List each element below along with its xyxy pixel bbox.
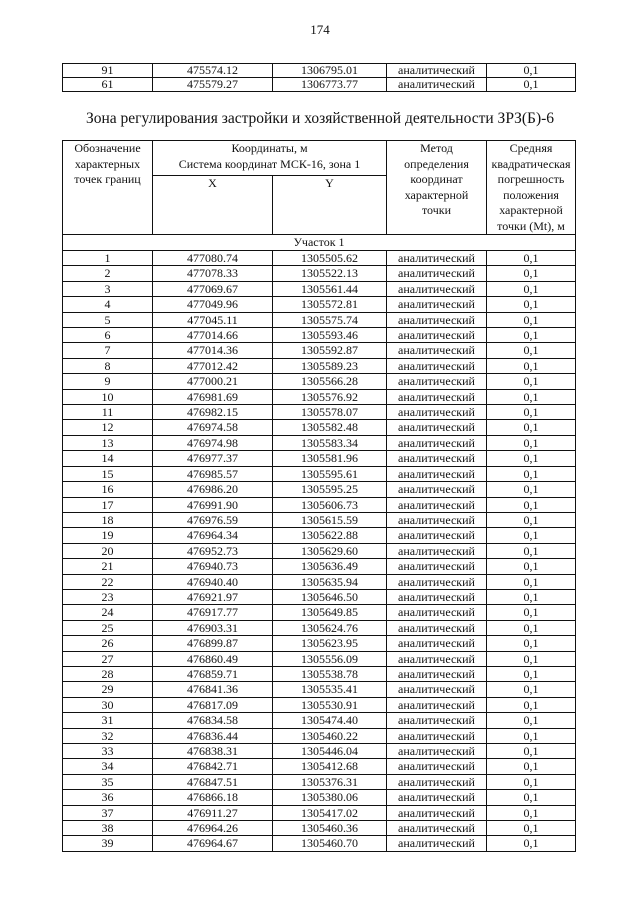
header-x: X bbox=[153, 176, 273, 235]
method-cell: аналитический bbox=[387, 682, 487, 697]
error-cell: 0,1 bbox=[487, 543, 576, 558]
y-coordinate-cell: 1305622.88 bbox=[273, 528, 387, 543]
y-coordinate-cell: 1305561.44 bbox=[273, 281, 387, 296]
error-cell: 0,1 bbox=[487, 78, 576, 92]
error-cell: 0,1 bbox=[487, 836, 576, 851]
error-cell: 0,1 bbox=[487, 790, 576, 805]
x-coordinate-cell: 477000.21 bbox=[153, 374, 273, 389]
point-number-cell: 31 bbox=[63, 713, 153, 728]
table-row bbox=[63, 497, 576, 512]
table-row bbox=[63, 451, 576, 466]
table-row bbox=[63, 713, 576, 728]
method-cell: аналитический bbox=[387, 435, 487, 450]
method-cell: аналитический bbox=[387, 666, 487, 681]
error-cell: 0,1 bbox=[487, 728, 576, 743]
x-coordinate-cell: 476940.40 bbox=[153, 574, 273, 589]
table-row bbox=[63, 64, 576, 78]
error-cell: 0,1 bbox=[487, 358, 576, 373]
y-coordinate-cell: 1305460.22 bbox=[273, 728, 387, 743]
header-line: Координаты, м bbox=[231, 141, 308, 155]
point-number-cell: 61 bbox=[63, 78, 153, 92]
header-line: определения bbox=[404, 156, 469, 171]
point-number-cell: 2 bbox=[63, 266, 153, 281]
table-row bbox=[63, 651, 576, 666]
x-coordinate-cell: 476974.58 bbox=[153, 420, 273, 435]
header-point-designation bbox=[63, 141, 153, 235]
header-line: погрешность bbox=[497, 172, 565, 186]
y-coordinate-cell: 1305530.91 bbox=[273, 697, 387, 712]
y-coordinate-cell: 1305380.06 bbox=[273, 790, 387, 805]
header-line: квадратическая bbox=[491, 156, 571, 171]
y-coordinate-cell: 1305575.74 bbox=[273, 312, 387, 327]
x-coordinate-cell: 476982.15 bbox=[153, 405, 273, 420]
point-number-cell: 12 bbox=[63, 420, 153, 435]
error-cell: 0,1 bbox=[487, 512, 576, 527]
method-cell: аналитический bbox=[387, 543, 487, 558]
error-cell: 0,1 bbox=[487, 774, 576, 789]
x-coordinate-cell: 476981.69 bbox=[153, 389, 273, 404]
method-cell: аналитический bbox=[387, 805, 487, 820]
page-number: 174 bbox=[310, 22, 330, 37]
x-coordinate-cell: 476974.98 bbox=[153, 435, 273, 450]
error-cell: 0,1 bbox=[487, 744, 576, 759]
method-cell: аналитический bbox=[387, 651, 487, 666]
x-coordinate-cell: 477078.33 bbox=[153, 266, 273, 281]
x-coordinate-cell: 476964.67 bbox=[153, 836, 273, 851]
y-coordinate-cell: 1305412.68 bbox=[273, 759, 387, 774]
x-coordinate-cell: 476986.20 bbox=[153, 482, 273, 497]
header-line: точек границ bbox=[74, 172, 141, 186]
header-line: характерной bbox=[404, 187, 469, 202]
method-cell: аналитический bbox=[387, 420, 487, 435]
error-cell: 0,1 bbox=[487, 636, 576, 651]
zone-title: Зона регулирования застройки и хозяйственной деятельности ЗРЗ(Б)-6 bbox=[85, 110, 555, 127]
y-coordinate-cell: 1305629.60 bbox=[273, 543, 387, 558]
header-line: положения bbox=[503, 187, 559, 202]
method-cell: аналитический bbox=[387, 312, 487, 327]
y-coordinate-cell: 1305589.23 bbox=[273, 358, 387, 373]
x-coordinate-cell: 476866.18 bbox=[153, 790, 273, 805]
error-cell: 0,1 bbox=[487, 312, 576, 327]
y-coordinate-cell: 1305460.70 bbox=[273, 836, 387, 851]
point-number-cell: 29 bbox=[63, 682, 153, 697]
zone-coordinates-table bbox=[62, 140, 576, 852]
point-number-cell: 11 bbox=[63, 405, 153, 420]
table-row bbox=[63, 636, 576, 651]
point-number-cell: 21 bbox=[63, 559, 153, 574]
point-number-cell: 35 bbox=[63, 774, 153, 789]
y-coordinate-cell: 1305576.92 bbox=[273, 389, 387, 404]
method-cell: аналитический bbox=[387, 405, 487, 420]
point-number-cell: 9 bbox=[63, 374, 153, 389]
method-cell: аналитический bbox=[387, 78, 487, 92]
method-cell: аналитический bbox=[387, 466, 487, 481]
y-coordinate-cell: 1305566.28 bbox=[273, 374, 387, 389]
table-row bbox=[63, 512, 576, 527]
table-row bbox=[63, 78, 576, 92]
point-number-cell: 34 bbox=[63, 759, 153, 774]
y-coordinate-cell: 1305592.87 bbox=[273, 343, 387, 358]
method-cell: аналитический bbox=[387, 64, 487, 78]
error-cell: 0,1 bbox=[487, 559, 576, 574]
y-coordinate-cell: 1305376.31 bbox=[273, 774, 387, 789]
method-cell: аналитический bbox=[387, 343, 487, 358]
method-cell: аналитический bbox=[387, 389, 487, 404]
method-cell: аналитический bbox=[387, 713, 487, 728]
x-coordinate-cell: 476842.71 bbox=[153, 759, 273, 774]
x-coordinate-cell: 476838.31 bbox=[153, 744, 273, 759]
table-row bbox=[63, 666, 576, 681]
method-cell: аналитический bbox=[387, 251, 487, 266]
error-cell: 0,1 bbox=[487, 759, 576, 774]
table-row bbox=[63, 251, 576, 266]
error-cell: 0,1 bbox=[487, 821, 576, 836]
method-cell: аналитический bbox=[387, 482, 487, 497]
y-coordinate-cell: 1305446.04 bbox=[273, 744, 387, 759]
table-row bbox=[63, 744, 576, 759]
x-coordinate-cell: 476817.09 bbox=[153, 697, 273, 712]
method-cell: аналитический bbox=[387, 374, 487, 389]
method-cell: аналитический bbox=[387, 744, 487, 759]
x-coordinate-cell: 476940.73 bbox=[153, 559, 273, 574]
table-row bbox=[63, 528, 576, 543]
table-row bbox=[63, 482, 576, 497]
table-row bbox=[63, 466, 576, 481]
y-coordinate-cell: 1305635.94 bbox=[273, 574, 387, 589]
x-coordinate-cell: 477014.66 bbox=[153, 328, 273, 343]
x-coordinate-cell: 477014.36 bbox=[153, 343, 273, 358]
section-label: Участок 1 bbox=[63, 235, 576, 251]
header-line: характерных bbox=[74, 156, 141, 171]
method-cell: аналитический bbox=[387, 512, 487, 527]
error-cell: 0,1 bbox=[487, 374, 576, 389]
point-number-cell: 38 bbox=[63, 821, 153, 836]
x-coordinate-cell: 476841.36 bbox=[153, 682, 273, 697]
error-cell: 0,1 bbox=[487, 435, 576, 450]
table-row bbox=[63, 374, 576, 389]
point-number-cell: 27 bbox=[63, 651, 153, 666]
x-coordinate-cell: 476860.49 bbox=[153, 651, 273, 666]
point-number-cell: 18 bbox=[63, 512, 153, 527]
x-coordinate-cell: 476899.87 bbox=[153, 636, 273, 651]
error-cell: 0,1 bbox=[487, 64, 576, 78]
continued-coordinates-table bbox=[62, 63, 576, 92]
point-number-cell: 7 bbox=[63, 343, 153, 358]
error-cell: 0,1 bbox=[487, 420, 576, 435]
method-cell: аналитический bbox=[387, 728, 487, 743]
table-row bbox=[63, 620, 576, 635]
table-row bbox=[63, 358, 576, 373]
error-cell: 0,1 bbox=[487, 805, 576, 820]
y-coordinate-cell: 1305623.95 bbox=[273, 636, 387, 651]
point-number-cell: 33 bbox=[63, 744, 153, 759]
error-cell: 0,1 bbox=[487, 482, 576, 497]
table-row bbox=[63, 559, 576, 574]
error-cell: 0,1 bbox=[487, 297, 576, 312]
table-row bbox=[63, 343, 576, 358]
x-coordinate-cell: 477080.74 bbox=[153, 251, 273, 266]
table-row bbox=[63, 821, 576, 836]
y-coordinate-cell: 1305582.48 bbox=[273, 420, 387, 435]
x-coordinate-cell: 477045.11 bbox=[153, 312, 273, 327]
table-row bbox=[63, 574, 576, 589]
y-coordinate-cell: 1305581.96 bbox=[273, 451, 387, 466]
method-cell: аналитический bbox=[387, 559, 487, 574]
y-coordinate-cell: 1306795.01 bbox=[273, 64, 387, 78]
method-cell: аналитический bbox=[387, 836, 487, 851]
error-cell: 0,1 bbox=[487, 405, 576, 420]
error-cell: 0,1 bbox=[487, 266, 576, 281]
x-coordinate-cell: 476985.57 bbox=[153, 466, 273, 481]
header-line: Средняя bbox=[509, 141, 553, 155]
y-coordinate-cell: 1305535.41 bbox=[273, 682, 387, 697]
y-coordinate-cell: 1305636.49 bbox=[273, 559, 387, 574]
x-coordinate-cell: 476977.37 bbox=[153, 451, 273, 466]
y-coordinate-cell: 1305460.36 bbox=[273, 821, 387, 836]
method-cell: аналитический bbox=[387, 528, 487, 543]
x-coordinate-cell: 476903.31 bbox=[153, 620, 273, 635]
y-coordinate-cell: 1305624.76 bbox=[273, 620, 387, 635]
point-number-cell: 28 bbox=[63, 666, 153, 681]
x-coordinate-cell: 477012.42 bbox=[153, 358, 273, 373]
y-coordinate-cell: 1305417.02 bbox=[273, 805, 387, 820]
y-coordinate-cell: 1305556.09 bbox=[273, 651, 387, 666]
method-cell: аналитический bbox=[387, 497, 487, 512]
x-coordinate-cell: 476847.51 bbox=[153, 774, 273, 789]
point-number-cell: 3 bbox=[63, 281, 153, 296]
method-cell: аналитический bbox=[387, 790, 487, 805]
table-row bbox=[63, 790, 576, 805]
table-row bbox=[63, 774, 576, 789]
point-number-cell: 25 bbox=[63, 620, 153, 635]
y-coordinate-cell: 1305646.50 bbox=[273, 589, 387, 604]
error-cell: 0,1 bbox=[487, 451, 576, 466]
error-cell: 0,1 bbox=[487, 343, 576, 358]
point-number-cell: 17 bbox=[63, 497, 153, 512]
error-cell: 0,1 bbox=[487, 682, 576, 697]
table-row bbox=[63, 420, 576, 435]
table-row bbox=[63, 589, 576, 604]
table-row bbox=[63, 605, 576, 620]
point-number-cell: 19 bbox=[63, 528, 153, 543]
error-cell: 0,1 bbox=[487, 251, 576, 266]
table-row bbox=[63, 312, 576, 327]
error-cell: 0,1 bbox=[487, 389, 576, 404]
method-cell: аналитический bbox=[387, 358, 487, 373]
header-line: точки bbox=[421, 203, 452, 217]
point-number-cell: 4 bbox=[63, 297, 153, 312]
error-cell: 0,1 bbox=[487, 666, 576, 681]
header-line: Обозначение bbox=[74, 141, 141, 155]
error-cell: 0,1 bbox=[487, 605, 576, 620]
x-coordinate-cell: 476917.77 bbox=[153, 605, 273, 620]
error-cell: 0,1 bbox=[487, 466, 576, 481]
y-coordinate-cell: 1305606.73 bbox=[273, 497, 387, 512]
method-cell: аналитический bbox=[387, 266, 487, 281]
table-row bbox=[63, 389, 576, 404]
header-line: Метод bbox=[420, 141, 453, 155]
table-row bbox=[63, 266, 576, 281]
y-coordinate-cell: 1306773.77 bbox=[273, 78, 387, 92]
x-coordinate-cell: 476836.44 bbox=[153, 728, 273, 743]
method-cell: аналитический bbox=[387, 821, 487, 836]
y-coordinate-cell: 1305583.34 bbox=[273, 435, 387, 450]
point-number-cell: 26 bbox=[63, 636, 153, 651]
point-number-cell: 30 bbox=[63, 697, 153, 712]
point-number-cell: 14 bbox=[63, 451, 153, 466]
x-coordinate-cell: 476964.26 bbox=[153, 821, 273, 836]
y-coordinate-cell: 1305595.25 bbox=[273, 482, 387, 497]
method-cell: аналитический bbox=[387, 589, 487, 604]
header-error bbox=[487, 141, 576, 235]
method-cell: аналитический bbox=[387, 281, 487, 296]
point-number-cell: 6 bbox=[63, 328, 153, 343]
x-coordinate-cell: 476976.59 bbox=[153, 512, 273, 527]
table-row bbox=[63, 836, 576, 851]
x-coordinate-cell: 476911.27 bbox=[153, 805, 273, 820]
point-number-cell: 13 bbox=[63, 435, 153, 450]
table-row bbox=[63, 805, 576, 820]
method-cell: аналитический bbox=[387, 451, 487, 466]
y-coordinate-cell: 1305505.62 bbox=[273, 251, 387, 266]
point-number-cell: 10 bbox=[63, 389, 153, 404]
x-coordinate-cell: 476952.73 bbox=[153, 543, 273, 558]
y-coordinate-cell: 1305572.81 bbox=[273, 297, 387, 312]
x-coordinate-cell: 476921.97 bbox=[153, 589, 273, 604]
point-number-cell: 39 bbox=[63, 836, 153, 851]
point-number-cell: 1 bbox=[63, 251, 153, 266]
header-line: координат bbox=[410, 172, 463, 186]
error-cell: 0,1 bbox=[487, 328, 576, 343]
y-coordinate-cell: 1305522.13 bbox=[273, 266, 387, 281]
table-row bbox=[63, 728, 576, 743]
y-coordinate-cell: 1305578.07 bbox=[273, 405, 387, 420]
x-coordinate-cell: 477049.96 bbox=[153, 297, 273, 312]
error-cell: 0,1 bbox=[487, 497, 576, 512]
header-y: Y bbox=[273, 176, 387, 235]
point-number-cell: 37 bbox=[63, 805, 153, 820]
header-line: Система координат МСК-16, зона 1 bbox=[178, 156, 361, 171]
method-cell: аналитический bbox=[387, 774, 487, 789]
error-cell: 0,1 bbox=[487, 651, 576, 666]
error-cell: 0,1 bbox=[487, 281, 576, 296]
method-cell: аналитический bbox=[387, 759, 487, 774]
error-cell: 0,1 bbox=[487, 697, 576, 712]
y-coordinate-cell: 1305593.46 bbox=[273, 328, 387, 343]
table-row bbox=[63, 682, 576, 697]
table-row bbox=[63, 697, 576, 712]
method-cell: аналитический bbox=[387, 697, 487, 712]
table-row bbox=[63, 405, 576, 420]
y-coordinate-cell: 1305538.78 bbox=[273, 666, 387, 681]
error-cell: 0,1 bbox=[487, 620, 576, 635]
table-row bbox=[63, 281, 576, 296]
method-cell: аналитический bbox=[387, 297, 487, 312]
y-coordinate-cell: 1305615.59 bbox=[273, 512, 387, 527]
error-cell: 0,1 bbox=[487, 528, 576, 543]
table-row bbox=[63, 543, 576, 558]
method-cell: аналитический bbox=[387, 605, 487, 620]
table-row bbox=[63, 759, 576, 774]
x-coordinate-cell: 476991.90 bbox=[153, 497, 273, 512]
point-number-cell: 16 bbox=[63, 482, 153, 497]
x-coordinate-cell: 476964.34 bbox=[153, 528, 273, 543]
header-coordinates bbox=[153, 141, 387, 176]
x-coordinate-cell: 475574.12 bbox=[153, 64, 273, 78]
method-cell: аналитический bbox=[387, 620, 487, 635]
error-cell: 0,1 bbox=[487, 574, 576, 589]
table-row bbox=[63, 328, 576, 343]
point-number-cell: 15 bbox=[63, 466, 153, 481]
error-cell: 0,1 bbox=[487, 713, 576, 728]
y-coordinate-cell: 1305649.85 bbox=[273, 605, 387, 620]
table-row bbox=[63, 435, 576, 450]
point-number-cell: 32 bbox=[63, 728, 153, 743]
method-cell: аналитический bbox=[387, 636, 487, 651]
point-number-cell: 23 bbox=[63, 589, 153, 604]
point-number-cell: 22 bbox=[63, 574, 153, 589]
table-row bbox=[63, 297, 576, 312]
x-coordinate-cell: 477069.67 bbox=[153, 281, 273, 296]
header-line: характерной bbox=[499, 203, 563, 217]
point-number-cell: 91 bbox=[63, 64, 153, 78]
header-method bbox=[387, 141, 487, 235]
y-coordinate-cell: 1305595.61 bbox=[273, 466, 387, 481]
point-number-cell: 36 bbox=[63, 790, 153, 805]
x-coordinate-cell: 476834.58 bbox=[153, 713, 273, 728]
header-line: точки (Mt), м bbox=[497, 218, 565, 233]
x-coordinate-cell: 476859.71 bbox=[153, 666, 273, 681]
point-number-cell: 20 bbox=[63, 543, 153, 558]
x-coordinate-cell: 475579.27 bbox=[153, 78, 273, 92]
point-number-cell: 8 bbox=[63, 358, 153, 373]
point-number-cell: 24 bbox=[63, 605, 153, 620]
method-cell: аналитический bbox=[387, 328, 487, 343]
y-coordinate-cell: 1305474.40 bbox=[273, 713, 387, 728]
method-cell: аналитический bbox=[387, 574, 487, 589]
error-cell: 0,1 bbox=[487, 589, 576, 604]
point-number-cell: 5 bbox=[63, 312, 153, 327]
